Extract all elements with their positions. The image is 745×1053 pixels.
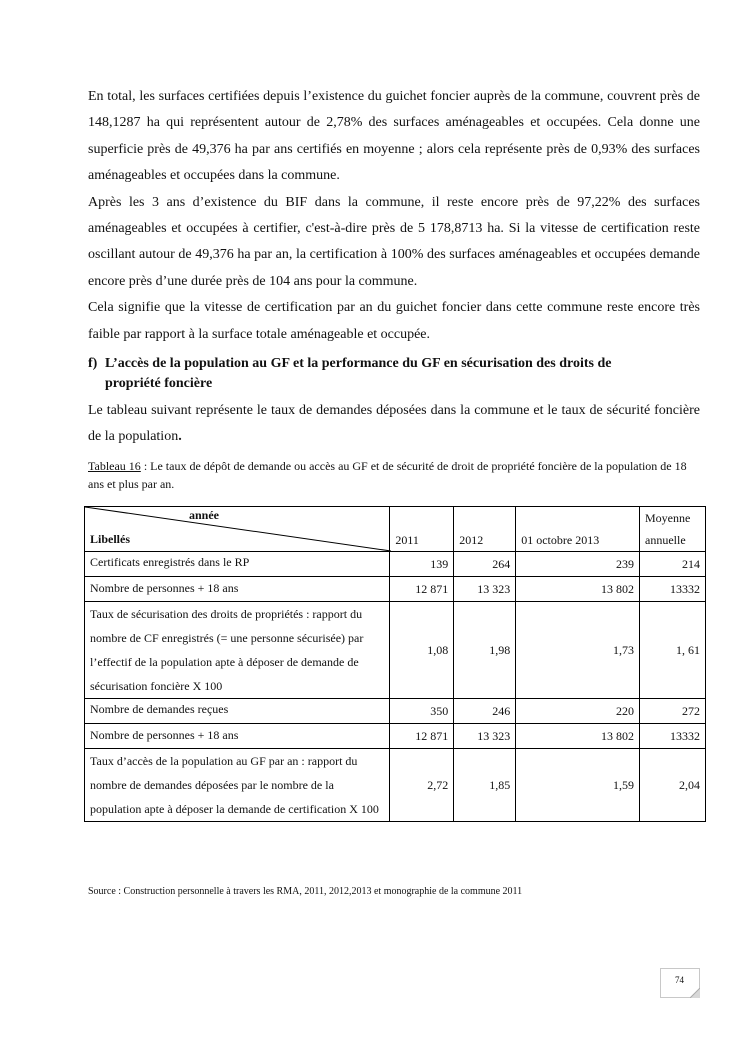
header-year-2011: 2011 (390, 507, 454, 552)
cell-value: 1,59 (516, 749, 640, 822)
cell-value: 214 (640, 552, 706, 577)
table-caption-text: : Le taux de dépôt de demande ou accès au GF et de sécurité de droit de propriété foncière de la population de 18 ans et plus par an. (88, 458, 687, 491)
cell-value: 239 (516, 552, 640, 577)
table-row (85, 577, 706, 602)
section-heading-label: f) (88, 356, 98, 372)
table-row (85, 552, 706, 577)
table-caption-label: Tableau 16 (88, 458, 141, 473)
cell-value: 272 (640, 699, 706, 724)
row-label: Nombre de personnes + 18 ans (85, 724, 390, 749)
header-year-2013: 01 octobre 2013 (516, 507, 640, 552)
data-table (84, 506, 706, 822)
header-year-2012: 2012 (454, 507, 516, 552)
cell-value: 220 (516, 699, 640, 724)
row-label: Nombre de demandes reçues (85, 699, 390, 724)
row-label: Certificats enregistrés dans le RP (85, 552, 390, 577)
cell-value: 2,04 (640, 749, 706, 822)
cell-value: 1,73 (516, 602, 640, 699)
table-row (85, 724, 706, 749)
header-moyenne-line2: annuelle (645, 533, 686, 547)
paragraph-1: En total, les surfaces certifiées depuis l’existence du guichet foncier auprès de la commune, couvrent près de 148,1287 ha qui représentent autour de 2,78% des surfaces aménageables et occupées. Cela donne une superficie près de 49,376 ha par ans certifiés en moyenne ; alors cela représente près de 0,93% des surfaces aménageables et occupées dans la commune. (88, 89, 700, 184)
section-heading-line1: L’accès de la population au GF et la performance du GF en sécurisation des droits de (105, 356, 612, 372)
header-annee: année (189, 508, 219, 522)
paragraph-3: Cela signifie que la vitesse de certification par an du guichet foncier dans cette commune reste encore très faible par rapport à la surface totale aménageable et occupée. (88, 300, 700, 342)
cell-value: 13 802 (516, 577, 640, 602)
header-libelles: Libellés (90, 532, 131, 546)
cell-value: 246 (454, 699, 516, 724)
table-row (85, 602, 706, 699)
cell-value: 13 323 (454, 724, 516, 749)
paragraph-2: Après les 3 ans d’existence du BIF dans la commune, il reste encore près de 97,22% des surfaces aménageables et occupées à certifier, c'est-à-dire près de 5 178,8713 ha. Si la vitesse de certification reste oscillant autour de 49,376 ha par an, la certification à 100% des surfaces aménageables et occupées demande encore près d’une durée près de 104 ans pour la commune. (88, 194, 700, 289)
row-label: Taux d’accès de la population au GF par an : rapport du nombre de demandes déposées par le nombre de la population apte à déposer la demande de certification X 100 (85, 749, 390, 822)
cell-value: 1, 61 (640, 602, 706, 699)
cell-value: 1,85 (454, 749, 516, 822)
cell-value: 13332 (640, 724, 706, 749)
cell-value: 13 323 (454, 577, 516, 602)
table-row (85, 699, 706, 724)
row-label: Taux de sécurisation des droits de propriétés : rapport du nombre de CF enregistrés (= une personne sécurisée) par l’effectif de la population apte à déposer de demande de sécurisation foncière X 100 (85, 602, 390, 699)
cell-value: 12 871 (390, 724, 454, 749)
source-note: Source : Construction personnelle à travers les RMA, 2011, 2012,2013 et monographie de la commune 2011 (88, 886, 523, 897)
cell-value: 350 (390, 699, 454, 724)
cell-value: 264 (454, 552, 516, 577)
page-number-box (660, 968, 700, 998)
table-row (85, 749, 706, 822)
table-intro (88, 398, 700, 451)
table-intro-text: Le tableau suivant représente le taux de demandes déposées dans la commune et le taux de sécurité foncière de la population (88, 403, 700, 445)
table-caption (88, 457, 700, 493)
page-number: 74 (675, 975, 684, 985)
cell-value: 139 (390, 552, 454, 577)
header-moyenne (640, 507, 706, 552)
cell-value: 13332 (640, 577, 706, 602)
header-moyenne-line1: Moyenne (645, 511, 691, 525)
section-heading-line2: propriété foncière (105, 376, 213, 392)
table-intro-end: . (178, 429, 182, 445)
document-body (88, 84, 700, 493)
page-curl-icon (690, 988, 700, 998)
row-label: Nombre de personnes + 18 ans (85, 577, 390, 602)
table-header-row (85, 507, 706, 552)
header-diagonal-cell (85, 507, 390, 552)
cell-value: 12 871 (390, 577, 454, 602)
cell-value: 13 802 (516, 724, 640, 749)
cell-value: 1,08 (390, 602, 454, 699)
cell-value: 2,72 (390, 749, 454, 822)
diagonal-line (85, 507, 391, 551)
section-heading (88, 354, 700, 394)
cell-value: 1,98 (454, 602, 516, 699)
